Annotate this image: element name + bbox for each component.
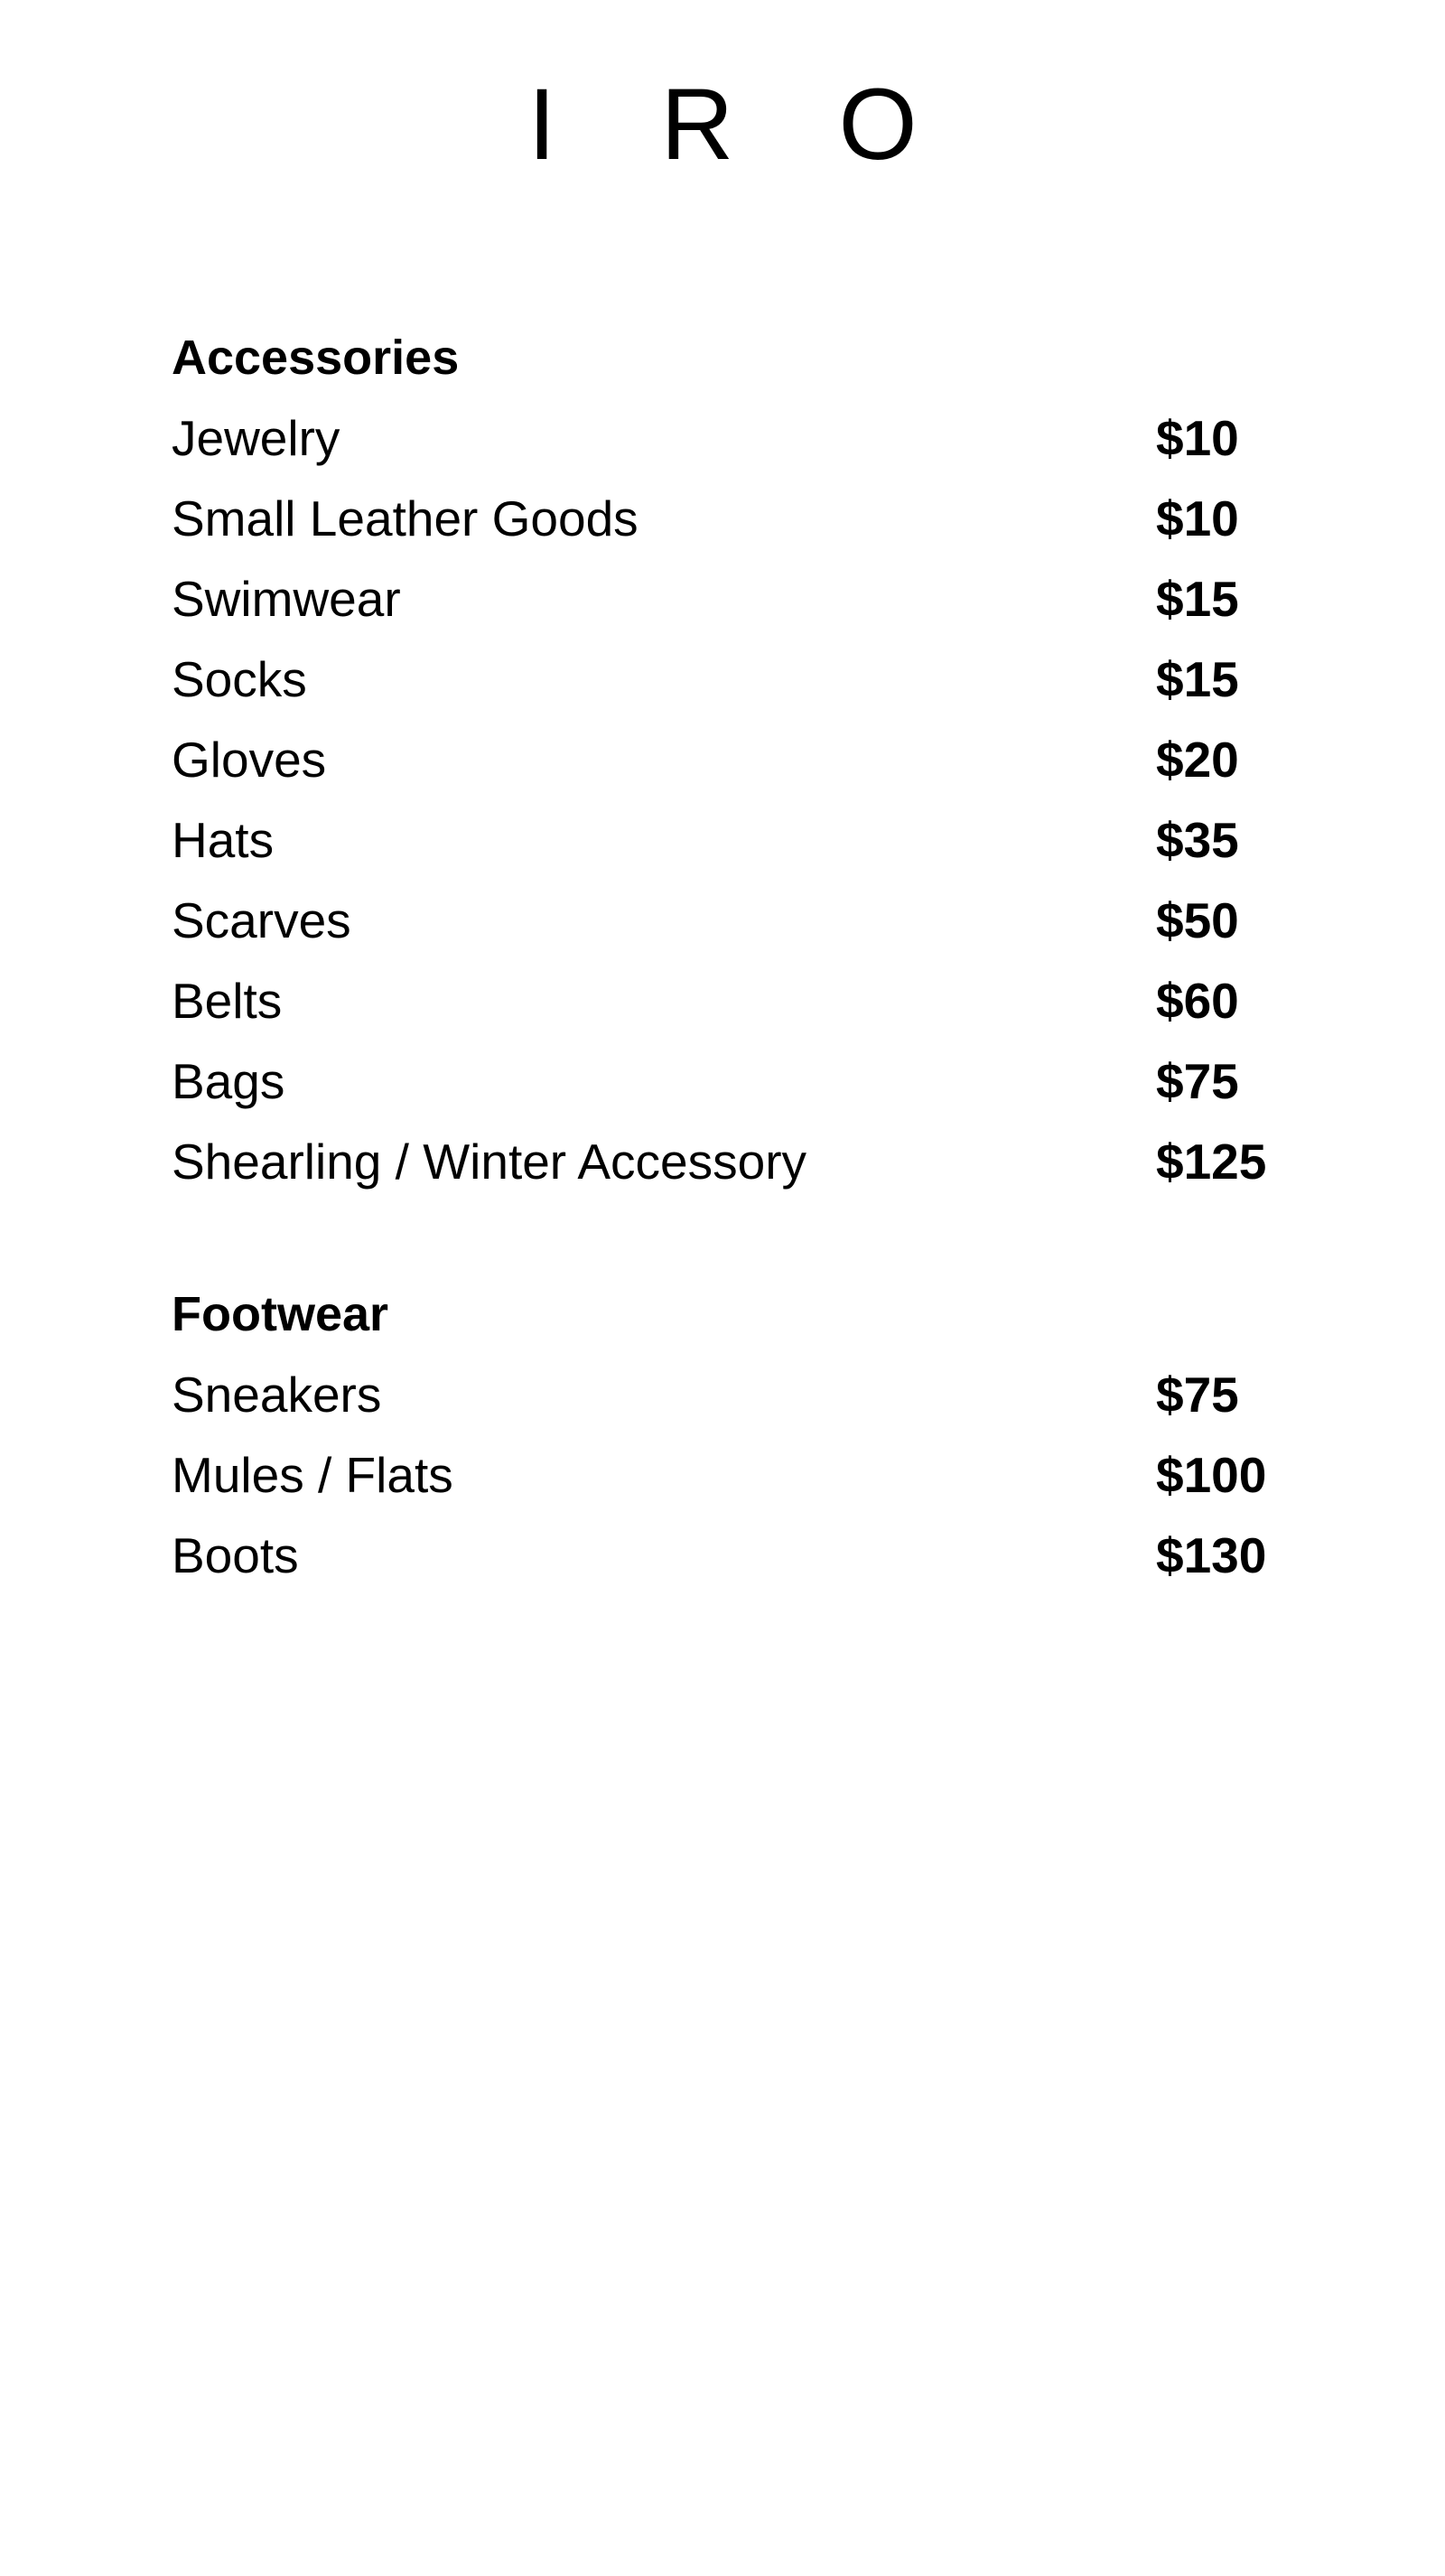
- section-accessories: [172, 318, 1291, 1202]
- item-name: Scarves: [172, 892, 351, 948]
- item-price: $15: [1156, 651, 1239, 707]
- item-price: $125: [1156, 1134, 1267, 1190]
- item-name: Shearling / Winter Accessory: [172, 1134, 807, 1190]
- list-item: [172, 1516, 1291, 1596]
- item-name: Belts: [172, 973, 283, 1029]
- item-price: $130: [1156, 1527, 1267, 1583]
- item-price: $50: [1156, 892, 1239, 948]
- item-price: $100: [1156, 1447, 1267, 1503]
- item-price: $15: [1156, 571, 1239, 627]
- item-price: $20: [1156, 732, 1239, 788]
- item-name: Bags: [172, 1053, 285, 1109]
- list-item: [172, 479, 1291, 559]
- item-price: $10: [1156, 490, 1239, 546]
- item-name: Sneakers: [172, 1367, 382, 1423]
- list-item: [172, 800, 1291, 881]
- item-name: Mules / Flats: [172, 1447, 453, 1503]
- list-item: [172, 559, 1291, 639]
- item-name: Socks: [172, 651, 307, 707]
- list-item: [172, 398, 1291, 479]
- brand-logo-text: IRO: [527, 68, 1022, 181]
- list-item: [172, 1435, 1291, 1516]
- list-item: [172, 720, 1291, 800]
- section-footwear: [172, 1274, 1291, 1596]
- item-price: $35: [1156, 812, 1239, 868]
- brand-logo: [0, 70, 1445, 179]
- list-item: [172, 1041, 1291, 1122]
- item-price: $75: [1156, 1053, 1239, 1109]
- list-item: [172, 639, 1291, 720]
- section-title: Footwear: [172, 1287, 389, 1341]
- price-list: [172, 318, 1291, 1596]
- item-name: Hats: [172, 812, 275, 868]
- item-price: $75: [1156, 1367, 1239, 1423]
- section-title: Accessories: [172, 331, 460, 385]
- item-price: $10: [1156, 410, 1239, 466]
- list-item: [172, 961, 1291, 1041]
- list-item: [172, 1122, 1291, 1202]
- list-item: [172, 1355, 1291, 1435]
- item-name: Gloves: [172, 732, 327, 788]
- item-price: $60: [1156, 973, 1239, 1029]
- item-name: Jewelry: [172, 410, 340, 466]
- list-item: [172, 881, 1291, 961]
- item-name: Boots: [172, 1527, 299, 1583]
- item-name: Small Leather Goods: [172, 490, 639, 546]
- item-name: Swimwear: [172, 571, 401, 627]
